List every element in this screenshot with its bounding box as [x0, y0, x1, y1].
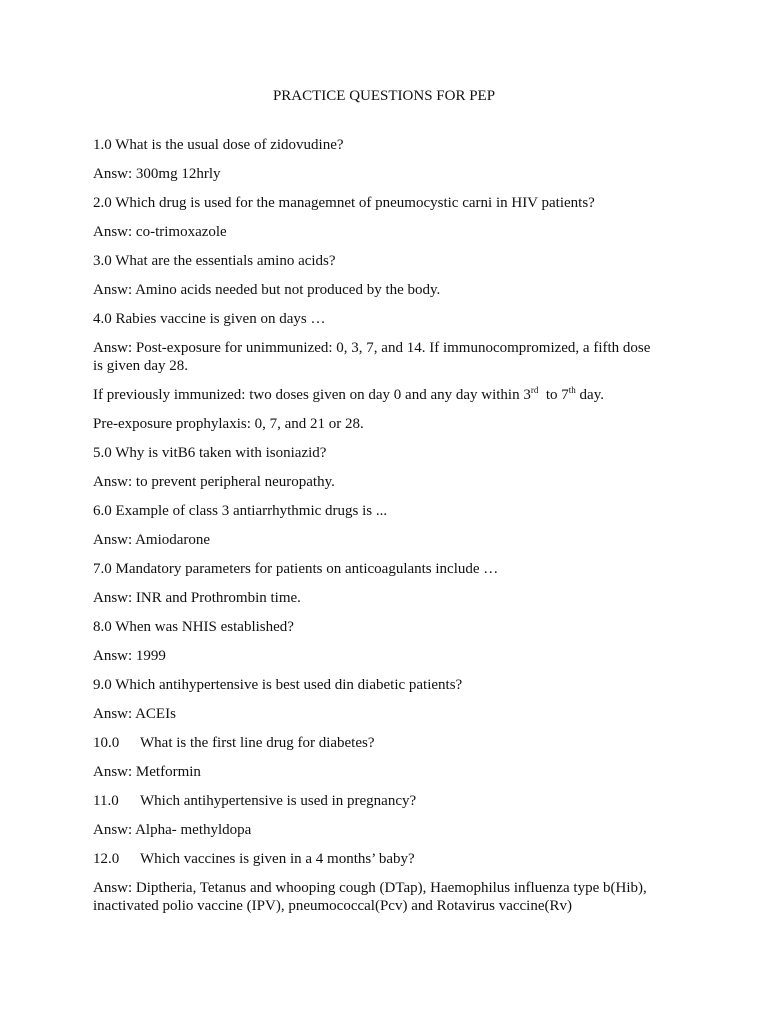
question-9: 9.0 Which antihypertensive is best used din diabetic patients? — [93, 677, 463, 693]
answer-6: Answ: Amiodarone — [93, 532, 211, 548]
prev-text-2: to 7 — [538, 387, 569, 403]
superscript-th: th — [568, 385, 576, 395]
question-8: 8.0 When was NHIS established? — [93, 619, 294, 635]
question-11-number: 11.0 — [93, 793, 119, 809]
question-11 — [93, 792, 703, 810]
answer-5: Answ: to prevent peripheral neuropathy. — [93, 474, 335, 490]
answer-3: Answ: Amino acids needed but not produced by the body. — [93, 282, 441, 298]
question-6: 6.0 Example of class 3 antiarrhythmic drugs is ... — [93, 503, 388, 519]
question-5: 5.0 Why is vitB6 taken with isoniazid? — [93, 445, 327, 461]
superscript-rd: rd — [530, 385, 539, 395]
answer-8: Answ: 1999 — [93, 648, 166, 664]
answer-4-line-2: is given day 28. — [93, 358, 188, 374]
answer-4-previously-immunized — [93, 386, 703, 404]
answer-12-line-2: inactivated polio vaccine (IPV), pneumococcal(Pcv) and Rotavirus vaccine(Rv) — [93, 898, 572, 914]
question-10-number: 10.0 — [93, 735, 120, 751]
page-title: PRACTICE QUESTIONS FOR PEP — [272, 88, 496, 104]
answer-4-line-1: Answ: Post-exposure for unimmunized: 0, 3, 7, and 14. If immunocompromized, a fifth dose — [93, 340, 651, 356]
prev-text-3: day. — [575, 387, 604, 403]
question-10-text: What is the first line drug for diabetes? — [140, 735, 375, 751]
answer-11: Answ: Alpha- methyldopa — [93, 822, 252, 838]
answer-2: Answ: co-trimoxazole — [93, 224, 227, 240]
question-4: 4.0 Rabies vaccine is given on days … — [93, 311, 326, 327]
answer-9: Answ: ACEIs — [93, 706, 176, 722]
question-2: 2.0 Which drug is used for the managemnet of pneumocystic carni in HIV patients? — [93, 195, 595, 211]
question-10 — [93, 734, 703, 752]
question-12 — [93, 850, 703, 868]
question-3: 3.0 What are the essentials amino acids? — [93, 253, 336, 269]
answer-1: Answ: 300mg 12hrly — [93, 166, 221, 182]
answer-4-pre-exposure: Pre-exposure prophylaxis: 0, 7, and 21 or 28. — [93, 416, 364, 432]
question-1: 1.0 What is the usual dose of zidovudine? — [93, 137, 344, 153]
question-12-text: Which vaccines is given in a 4 months’ baby? — [140, 851, 415, 867]
answer-10: Answ: Metformin — [93, 764, 201, 780]
answer-7: Answ: INR and Prothrombin time. — [93, 590, 301, 606]
question-7: 7.0 Mandatory parameters for patients on anticoagulants include … — [93, 561, 499, 577]
question-11-text: Which antihypertensive is used in pregnancy? — [140, 793, 417, 809]
answer-12-line-1: Answ: Diptheria, Tetanus and whooping cough (DTap), Haemophilus influenza type b(Hib), — [93, 880, 647, 896]
question-12-number: 12.0 — [93, 851, 120, 867]
prev-text-1: If previously immunized: two doses given on day 0 and any day within 3 — [93, 387, 531, 403]
